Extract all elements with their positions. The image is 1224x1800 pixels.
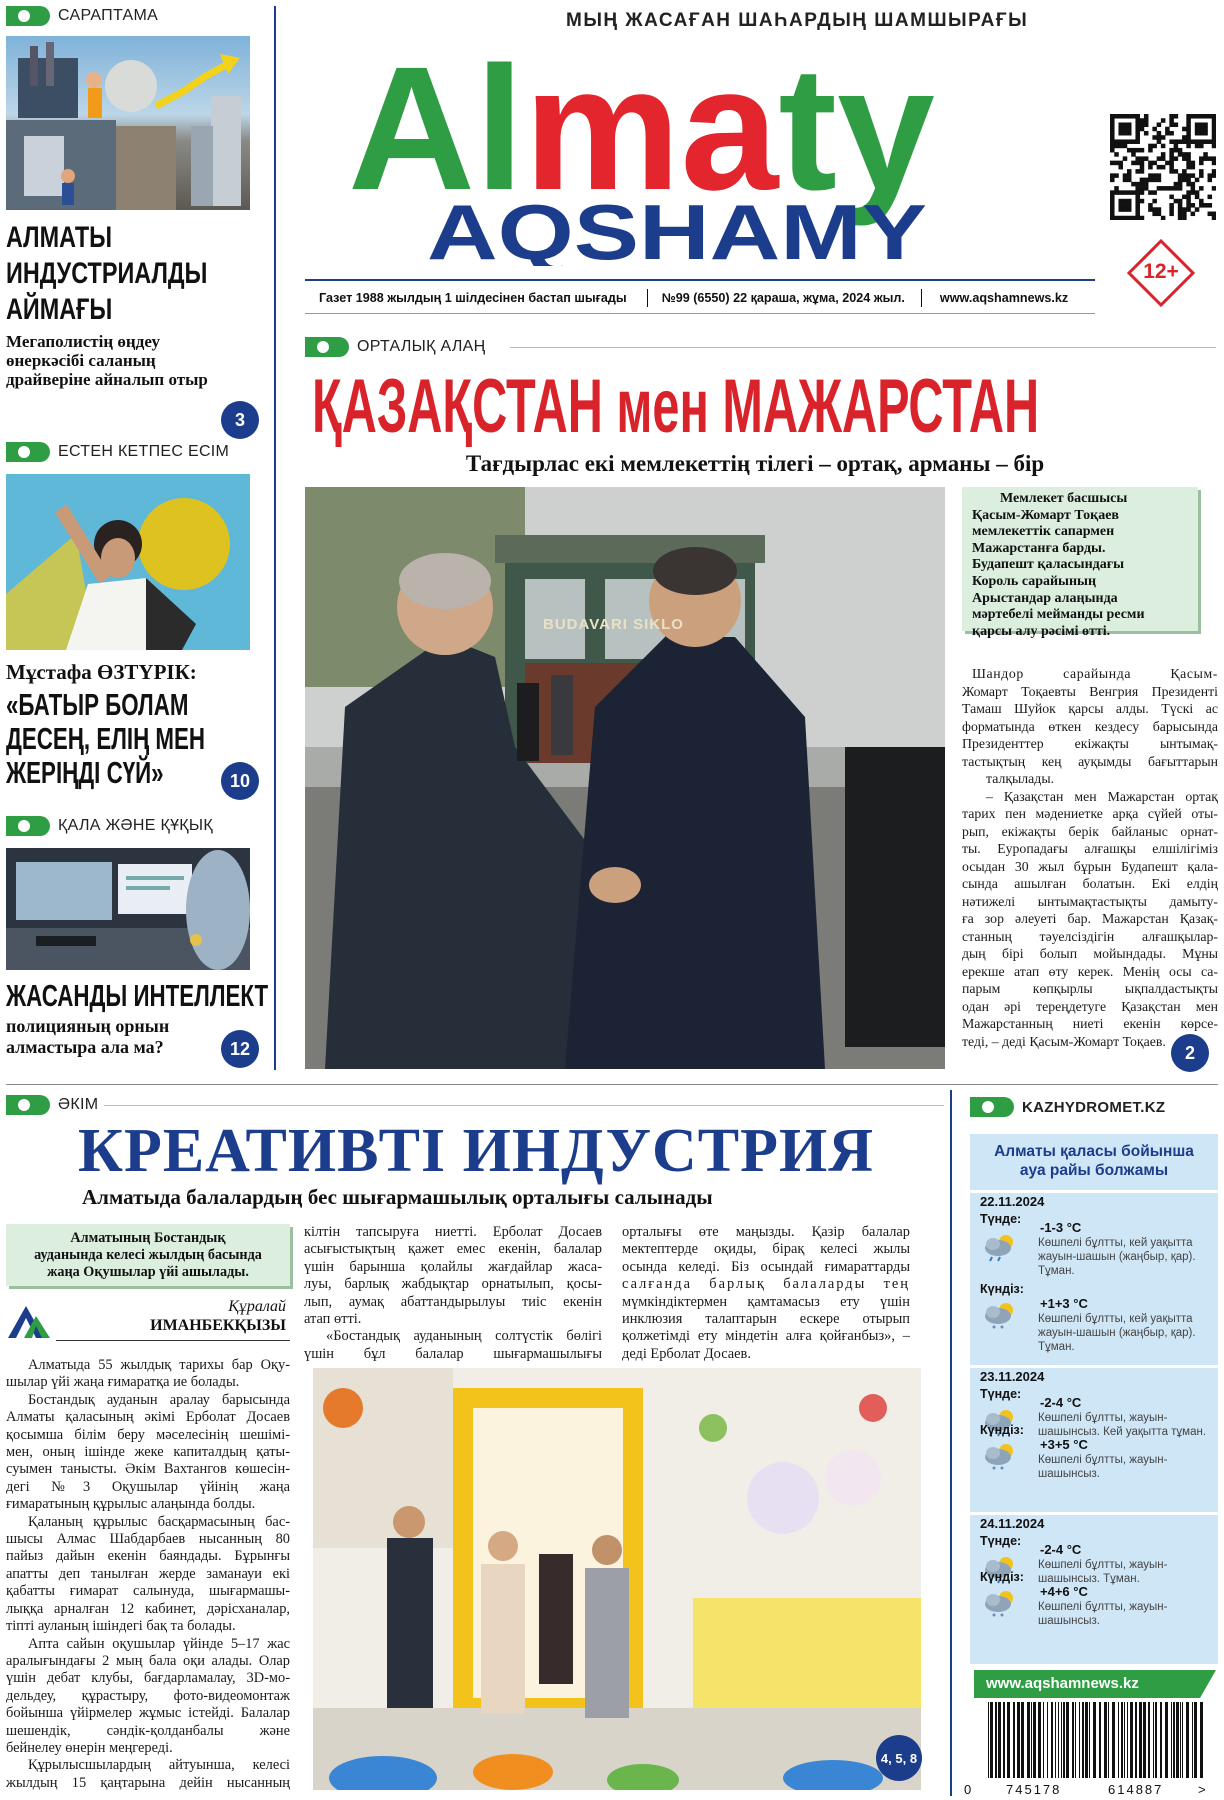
body-line: апатты деп танылған жерде заманауи екі: [6, 1565, 290, 1582]
classroom-illustration: [313, 1368, 921, 1790]
body-line: рып, екіжақты берік байланыс орнат-: [962, 823, 1218, 839]
police-monitors-illustration: [6, 848, 250, 970]
children-center-photo[interactable]: [313, 1368, 921, 1790]
industry-photo[interactable]: [6, 36, 250, 210]
body-line: орталығы өте маңызды. Қазір балалар: [622, 1224, 910, 1240]
barcode-arrow: >: [1198, 1782, 1206, 1797]
teaser-title-line: ИНДУСТРИАЛДЫ: [6, 257, 208, 290]
barcode: [962, 1702, 1218, 1798]
body-line: Алматы қаласының әкімі Ерболат Досаев: [6, 1409, 290, 1426]
info-divider: [647, 289, 648, 307]
author-first-name: Құралай: [228, 1298, 286, 1315]
weather-title-line: Алматы қаласы бойынша: [994, 1143, 1194, 1160]
weather-night-label: Түнде:: [980, 1387, 1022, 1401]
section-tag-label: САРАПТАМА: [58, 7, 159, 24]
second-col-3: [622, 1224, 910, 1363]
section-tag: [970, 1096, 1165, 1118]
lead-photo[interactable]: [305, 487, 945, 1069]
weather-date: 23.11.2024: [980, 1369, 1045, 1384]
teaser-title-line: АЙМАҒЫ: [6, 293, 113, 326]
ozturk-name: Мұстафа ӨЗТҮРІК:: [6, 660, 197, 684]
lead-headline-text: ҚАЗАҚСТАН мен МАЖАРСТАН: [312, 364, 1040, 449]
age-rating-badge: [1126, 238, 1196, 308]
teaser-industry-sub: [6, 332, 208, 389]
teaser-sub-line: алмастыра ала ма?: [6, 1037, 164, 1057]
body-line: луы, барлық жабдықтар орнатылып, қосы-: [304, 1276, 602, 1293]
body-line: ерекше атап өту керек. Менің осы са-: [962, 963, 1218, 979]
police-ai-photo[interactable]: [6, 848, 250, 970]
qr-code[interactable]: [1110, 114, 1216, 220]
masthead-rule-bottom: [305, 313, 1095, 314]
section-tag-label: ҚАЛА ЖӘНЕ ҚҰҚЫҚ: [58, 817, 213, 834]
weather-night-label: Түнде:: [980, 1534, 1022, 1548]
caption-line: Мажарстанға барды.: [972, 540, 1106, 556]
weather-day-label: Күндіз:: [980, 1282, 1024, 1296]
cloud-sun-icon: [982, 1441, 1016, 1471]
second-col-1: [6, 1357, 290, 1792]
teaser-industry-title[interactable]: [6, 220, 263, 328]
info-divider: [921, 289, 922, 307]
cloud-sun-icon: [982, 1300, 1016, 1330]
barcode-digits-b: 745178: [1006, 1782, 1062, 1797]
body-line: Шандор сарайында Қасым-: [972, 666, 1218, 681]
body-line: үшін барынша қолайлы жағдайлар жаса-: [304, 1258, 602, 1275]
callout-line: ауданында келесі жылдың басында: [34, 1246, 262, 1263]
author-rule: [56, 1340, 290, 1341]
body-line: ғимаратының құрылыс алаңында болды.: [6, 1496, 256, 1513]
body-line: салғанда барлық балаларды тең: [622, 1276, 910, 1293]
weather-night-temp: -1-3 °С: [1040, 1220, 1082, 1235]
weather-divider: [950, 1090, 952, 1796]
weather-title: [970, 1142, 1218, 1180]
second-callout: [6, 1224, 290, 1286]
body-line: қолжетімді ету міндетін алға қойғанбыз», –: [622, 1328, 910, 1345]
logo-word: Almaty: [348, 31, 935, 227]
teaser-title-line: «БАТЫР БОЛАМ: [6, 687, 189, 722]
masthead-info-bar: [305, 283, 1095, 313]
lead-headline[interactable]: [312, 364, 1224, 449]
body-line: инклюзия талаптарын ескере отырып: [622, 1311, 910, 1328]
weather-separator: [970, 1190, 1218, 1193]
teaser-ai-title[interactable]: ЖАСАНДЫ ИНТЕЛЛЕКТ: [6, 978, 269, 1013]
section-tag: [6, 815, 213, 837]
weather-separator: [970, 1512, 1218, 1515]
page-badge[interactable]: 2: [1171, 1034, 1209, 1072]
weather-night-temp: -2-4 °С: [1040, 1542, 1082, 1557]
body-line: Мажарстанның ниеті екенін көрсе-: [962, 1016, 1218, 1031]
masthead-rule-top: [305, 279, 1095, 281]
weather-night-desc: Көшпелі бұлтты, жауын-шашынсыз. Кей уақытта тұман.: [1038, 1412, 1207, 1438]
website-banner-text: www.aqshamnews.kz: [986, 1675, 1139, 1692]
barcode-digits-c: 614887: [1108, 1782, 1164, 1797]
logo-sub: AQSHAMY: [427, 188, 927, 266]
website-link[interactable]: www.aqshamnews.kz: [939, 291, 1069, 305]
section-tag-label: ЕСТЕН КЕТПЕС ЕСІМ: [58, 443, 230, 460]
cloud-sun-icon: [982, 1588, 1016, 1618]
body-line: теді, – деді Қасым-Жомарт Тоқаев.: [962, 1033, 1166, 1049]
body-line: Бостандық ауданын аралау барысында: [28, 1391, 290, 1408]
body-line: Президенттер екіжақты ынтымақ-: [962, 736, 1218, 751]
caption-line: қарсы алу рәсімі өтті.: [972, 623, 1111, 639]
body-line: ға зор әлеуеті бар. Мажарстан Қазақ-: [962, 911, 1218, 926]
teaser-title-line: ДЕСЕҢ, ЕЛІҢ МЕН: [6, 721, 205, 756]
body-line: Алматыда 55 жылдық тарихы бар Оқу-: [28, 1357, 290, 1373]
website-banner[interactable]: [974, 1670, 1216, 1698]
ozturk-portrait-illustration: [6, 474, 250, 650]
photo-sign-text: BUDAVARI SIKLO: [543, 616, 684, 633]
body-line: осында келеді. Біз осындай ғимараттарды: [622, 1258, 910, 1275]
teaser-sub-line: Мегаполистің өңдеу: [6, 332, 160, 351]
body-line: бойынша үйірмелер жұмыс істейді. Балалар: [6, 1705, 290, 1722]
body-line: тарих пен мәдениетке арқа сүйей оты-: [962, 806, 1218, 821]
body-line: станның тәуелсіздігін алғашқылар-: [962, 928, 1218, 944]
masthead-slogan: МЫҢ ЖАСАҒАН ШАҺАРДЫҢ ШАМШЫРАҒЫ: [566, 10, 1029, 31]
ozturk-photo[interactable]: [6, 474, 250, 650]
weather-day-desc: Көшпелі бұлтты, жауын-шашынсыз.: [1038, 1601, 1168, 1627]
section-tag-label: KAZHYDROMET.KZ: [1022, 1098, 1166, 1116]
author-logo-icon: [6, 1302, 52, 1342]
weather-day-temp: +3+5 °С: [1040, 1437, 1088, 1452]
second-col-2: [304, 1224, 602, 1363]
cloud-rain-icon: [982, 1232, 1016, 1262]
body-line: Апта сайын оқушылар үйінде 5–17 жас: [28, 1635, 290, 1652]
body-line: үшін дебат клубы, бағдарламалау, 3D-мо-: [6, 1670, 290, 1687]
page-badge[interactable]: 10: [221, 762, 259, 800]
body-line: Тамаш Шуйок қарсы алды. Түскі ас: [962, 701, 1218, 716]
body-line: «Бостандық ауданының солтүстік бөлігі: [326, 1328, 602, 1345]
weather-day-desc: Көшпелі бұлтты, кей уақытта жауын-шашын (жаңбыр, қар). Тұман.: [1038, 1313, 1196, 1353]
tag-rule: [104, 1105, 944, 1106]
caption-line: Арыстандар алаңында: [972, 590, 1118, 606]
body-line: тіпті ауланың ішіндегі бақ та болады.: [6, 1618, 236, 1635]
issue-text: №99 (6550) 22 қараша, жұма, 2024 жыл.: [661, 291, 905, 305]
weather-day-temp: +1+3 °С: [1040, 1296, 1088, 1311]
body-line: шешендік, сәндік-қолданбалы және: [6, 1722, 290, 1739]
lead-body: [962, 665, 1218, 1050]
page-badge[interactable]: 3: [221, 401, 259, 439]
weather-title-line: ауа райы болжамы: [1019, 1162, 1169, 1179]
weather-night-desc: Көшпелі бұлтты, кей уақытта жауын-шашын (жаңбыр, қар). Тұман.: [1038, 1237, 1196, 1277]
body-line: лыққа арналған 12 кабинет, дәрісханалар,: [6, 1600, 290, 1617]
body-line: тастықтың кең ауқымды бағыттарын: [962, 753, 1218, 769]
age-rating-text: 12+: [1143, 260, 1179, 283]
teaser-sub-line: драйверіне айналып отыр: [6, 370, 208, 389]
weather-night-desc: Көшпелі бұлтты, жауын-шашынсыз. Тұман.: [1038, 1559, 1168, 1585]
caption-line: мемлекеттік сапармен: [972, 524, 1115, 540]
body-line: атап өтті.: [304, 1311, 362, 1328]
page-badge[interactable]: 12: [221, 1030, 259, 1068]
body-line: одан әрі тереңдетуге Қазақстан мен: [962, 998, 1218, 1014]
body-line: мен, оның ішінде жеке капиталдың қаты-: [6, 1444, 290, 1461]
body-line: парым көпқырлы ықпалдастықты: [962, 981, 1218, 996]
section-tag: [305, 336, 485, 358]
qr-code-graphic: [1110, 114, 1216, 220]
body-line: шысы Алмас Шабдарбаев нысанның 80: [6, 1531, 290, 1548]
section-tag-label: ӘКІМ: [58, 1096, 99, 1113]
industry-collage-illustration: [6, 36, 250, 210]
teaser-ai-sub: [6, 1016, 169, 1058]
barcode-bars: [962, 1702, 1218, 1784]
body-line: осыдан 30 жыл бұрын Будапешт қала-: [962, 858, 1218, 874]
barcode-digit-a: 0: [964, 1782, 972, 1797]
body-line: деді Ерболат Досаев.: [622, 1345, 751, 1362]
lead-caption-box: [962, 487, 1198, 639]
author-last-name: ИМАНБЕКҚЫЗЫ: [150, 1317, 286, 1334]
weather-day-desc: Көшпелі бұлтты, жауын-шашынсыз.: [1038, 1454, 1168, 1480]
second-headline[interactable]: КРЕАТИВТІ ИНДУСТРИЯ: [78, 1117, 874, 1185]
body-line: мүмкіндіктермен қамтамасыз ету үшін: [622, 1293, 910, 1310]
body-line: шылар үйі жаңа ғимаратқа ие болады.: [6, 1374, 240, 1391]
body-line: кілтін тапсыруға ниетті. Ерболат Досаев: [304, 1224, 602, 1240]
author-block: [6, 1298, 290, 1340]
body-line: – Қазақстан мен Мажарстан ортақ: [986, 788, 1218, 804]
body-line: қосымша білім беру мәселесінің шешімі-: [6, 1426, 290, 1443]
teaser-sub-line: полицияның орнын: [6, 1016, 170, 1036]
weather-night-temp: -2-4 °С: [1040, 1395, 1082, 1410]
body-line: дегі №3 Оқушылар үйінің жаңа: [6, 1478, 290, 1495]
caption-line: мәртебелі мейманды ресми: [972, 607, 1145, 623]
body-line: қабатты ғимарат салынуда, шығармашы-: [6, 1583, 290, 1600]
body-line: сында ашылған болатын. Екі елдің: [962, 876, 1218, 891]
section-tag: [6, 5, 158, 27]
body-line: асығыстықтың қажет емес екенін, балалар: [304, 1241, 602, 1258]
caption-line: Будапешт қаласындағы: [972, 557, 1125, 573]
weather-day-temp: +4+6 °С: [1040, 1584, 1088, 1599]
caption-line: Мемлекет басшысы: [1000, 491, 1128, 506]
callout-line: жаңа Оқушылар үйі ашылады.: [47, 1263, 249, 1280]
body-line: суымен танысты. Әкім Вахтангов көшесін-: [6, 1461, 290, 1478]
body-line: нәтижелі ынтымақтастықты дамыту-: [962, 893, 1218, 909]
tag-rule: [510, 347, 1216, 348]
weather-date: 24.11.2024: [980, 1516, 1045, 1531]
teaser-title-line: АЛМАТЫ: [6, 221, 113, 254]
teaser-sub-line: өнеркәсібі саланың: [6, 351, 156, 370]
caption-line: Қасым-Жомарт Тоқаев: [972, 507, 1119, 523]
body-line: Құрылысшылардың айтуынша, келесі: [28, 1757, 290, 1774]
body-line: үшін бұл балалар шығармашылығы: [304, 1345, 602, 1362]
masthead-logo[interactable]: [342, 24, 1042, 266]
body-line: ты. Еуропадағы алғашқы елшілігіміз: [962, 841, 1218, 856]
weather-separator: [970, 1365, 1218, 1368]
lead-subhead: Тағдырлас екі мемлекеттің тілегі – ортақ, арманы – бір: [465, 451, 1045, 476]
section-divider: [6, 1084, 1218, 1085]
body-line: мектептерде оқиды, бірақ келесі жылы: [622, 1241, 910, 1258]
callout-line: Алматының Бостандық: [70, 1230, 226, 1246]
section-tag-label: ОРТАЛЫҚ АЛАҢ: [357, 338, 486, 355]
body-line: форматында өткен кездесу барысында: [962, 718, 1218, 734]
body-line: дельдеу, құрастыру, фото-видеомонтаж: [6, 1687, 290, 1704]
body-line: Жомарт Тоқаевты Венгрия Президенті: [962, 683, 1218, 699]
body-line: пайыз дайын екенін баяндады. Бұрынғы: [6, 1548, 290, 1565]
body-line: лып, аумақ абаттандырылуы тиіс екенін: [304, 1293, 602, 1310]
section-tag: [6, 1094, 98, 1116]
handshake-illustration: [305, 487, 945, 1069]
logo-wordmark: [342, 24, 1042, 266]
teaser-title-line: ЖЕРІҢДІ СҮЙ»: [6, 755, 164, 790]
body-line: бейнелеу өнерін меңгереді.: [6, 1739, 173, 1756]
body-line: талқылады.: [986, 771, 1055, 786]
founded-text: Газет 1988 жылдың 1 шілдесінен бастап шығады: [319, 291, 627, 305]
page-badge-multi[interactable]: 4, 5, 8: [876, 1735, 922, 1781]
weather-date: 22.11.2024: [980, 1194, 1045, 1209]
second-subhead: Алматыда балалардың бес шығармашылық орталығы салынады: [82, 1185, 713, 1209]
body-line: дың бірі болып мойындады. Мұны: [962, 946, 1218, 961]
weather-night-label: Түнде:: [980, 1212, 1022, 1226]
weather-day-label: Күндіз:: [980, 1570, 1024, 1584]
weather-day-label: Күндіз:: [980, 1423, 1024, 1437]
caption-line: Король сарайының: [972, 573, 1097, 589]
section-tag: [6, 441, 229, 463]
body-line: Қаланың құрылыс басқармасының бас-: [28, 1513, 290, 1530]
body-line: аралығындағы 2 мың бала оқи алады. Олар: [6, 1652, 290, 1669]
body-line: жылдың 15 қаңтарына дейін нысанның: [6, 1774, 290, 1791]
sidebar-divider: [274, 6, 276, 1070]
